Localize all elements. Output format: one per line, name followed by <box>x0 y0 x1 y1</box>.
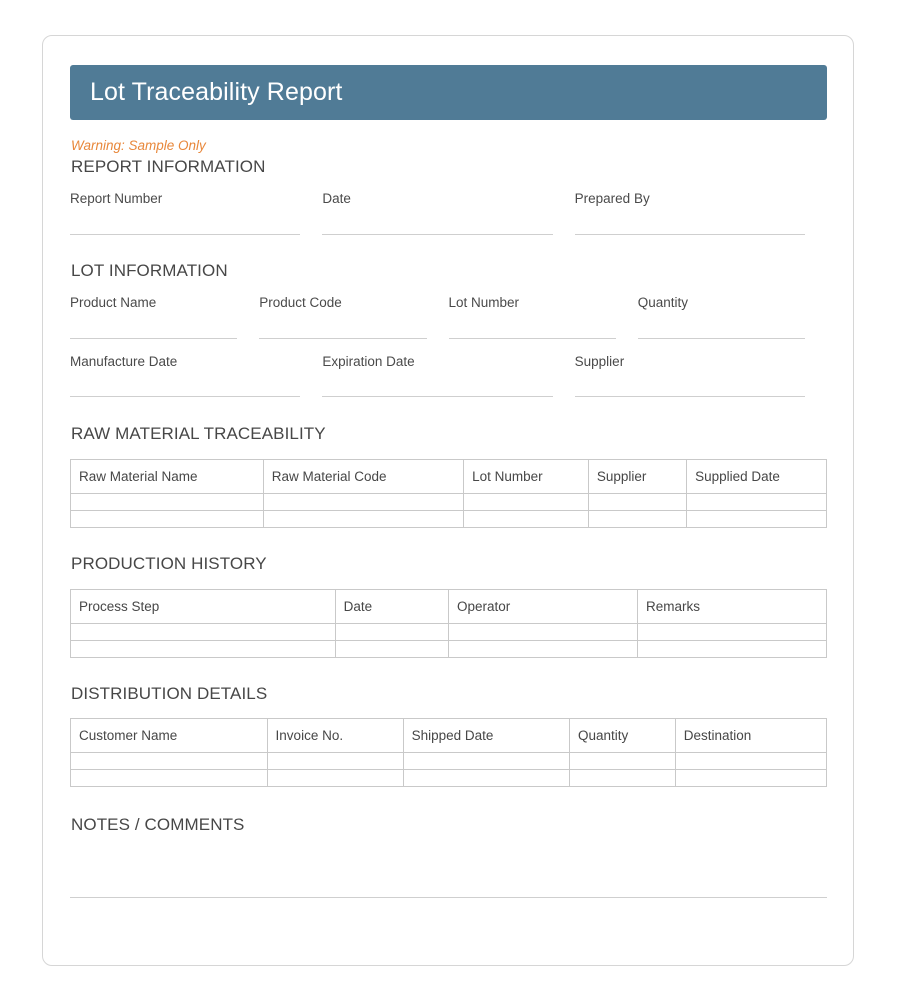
cell-supplier[interactable] <box>588 494 686 511</box>
column-header-invoice-no: Invoice No. <box>267 719 403 753</box>
report-card <box>42 35 854 966</box>
section-heading-report-information: REPORT INFORMATION <box>71 156 266 176</box>
cell-shipped-date[interactable] <box>403 753 569 770</box>
sample-warning-text: Warning: Sample Only <box>71 138 206 153</box>
field-label-prepared-by: Prepared By <box>574 191 650 207</box>
field-input-prepared-by[interactable] <box>575 234 805 235</box>
section-heading-raw-material-traceability: RAW MATERIAL TRACEABILITY <box>71 424 326 444</box>
cell-destination[interactable] <box>675 770 826 787</box>
column-header-date: Date <box>335 589 448 623</box>
cell-raw-material-name[interactable] <box>71 494 264 511</box>
cell-shipped-date[interactable] <box>403 770 569 787</box>
field-report-number[interactable] <box>70 192 322 235</box>
cell-supplier[interactable] <box>588 511 686 528</box>
table-row[interactable] <box>71 640 827 657</box>
section-heading-lot-information: LOT INFORMATION <box>71 260 228 280</box>
field-label-manufacture-date: Manufacture Date <box>70 353 178 369</box>
field-lot-number[interactable] <box>449 296 638 339</box>
field-quantity[interactable] <box>638 296 827 339</box>
field-input-product-name[interactable] <box>70 338 237 339</box>
report-card-inner <box>43 36 853 898</box>
cell-raw-material-name[interactable] <box>71 511 264 528</box>
field-label-product-name: Product Name <box>70 295 157 311</box>
field-date[interactable] <box>322 192 574 235</box>
field-input-report-number[interactable] <box>70 234 300 235</box>
cell-customer-name[interactable] <box>71 753 268 770</box>
table-header-row <box>71 460 827 494</box>
cell-raw-material-code[interactable] <box>263 511 463 528</box>
cell-raw-material-code[interactable] <box>263 494 463 511</box>
field-product-name[interactable] <box>70 296 259 339</box>
field-label-quantity: Quantity <box>637 295 689 311</box>
cell-supplied-date[interactable] <box>687 494 827 511</box>
cell-process-step[interactable] <box>71 623 336 640</box>
field-label-product-code: Product Code <box>259 295 342 311</box>
production-history-table <box>70 589 827 658</box>
column-header-process-step: Process Step <box>71 589 336 623</box>
field-input-quantity[interactable] <box>638 338 805 339</box>
field-input-lot-number[interactable] <box>449 338 616 339</box>
cell-lot-number[interactable] <box>464 511 589 528</box>
cell-process-step[interactable] <box>71 640 336 657</box>
field-label-supplier: Supplier <box>574 353 625 369</box>
table-row[interactable] <box>71 753 827 770</box>
lot-information-field-row-2 <box>70 355 827 398</box>
column-header-supplier: Supplier <box>588 460 686 494</box>
column-header-destination: Destination <box>675 719 826 753</box>
page-title: Lot Traceability Report <box>90 78 343 106</box>
section-heading-production-history: PRODUCTION HISTORY <box>71 554 267 574</box>
field-label-date: Date <box>322 191 351 207</box>
cell-quantity[interactable] <box>569 753 675 770</box>
cell-operator[interactable] <box>448 640 637 657</box>
lot-information-field-row-1 <box>70 296 827 339</box>
field-input-manufacture-date[interactable] <box>70 396 300 397</box>
table-header-row <box>71 719 827 753</box>
column-header-customer-name: Customer Name <box>71 719 268 753</box>
column-header-quantity: Quantity <box>569 719 675 753</box>
cell-invoice-no[interactable] <box>267 753 403 770</box>
field-input-supplier[interactable] <box>575 396 805 397</box>
field-label-expiration-date: Expiration Date <box>322 353 415 369</box>
field-prepared-by[interactable] <box>575 192 827 235</box>
cell-date[interactable] <box>335 640 448 657</box>
cell-lot-number[interactable] <box>464 494 589 511</box>
table-row[interactable] <box>71 623 827 640</box>
field-input-product-code[interactable] <box>259 338 426 339</box>
field-supplier[interactable] <box>575 355 827 398</box>
cell-remarks[interactable] <box>637 623 826 640</box>
table-header-row <box>71 589 827 623</box>
report-information-field-row <box>70 192 827 235</box>
column-header-shipped-date: Shipped Date <box>403 719 569 753</box>
cell-supplied-date[interactable] <box>687 511 827 528</box>
field-label-lot-number: Lot Number <box>448 295 520 311</box>
cell-operator[interactable] <box>448 623 637 640</box>
notes-comments-underline <box>70 897 827 898</box>
cell-destination[interactable] <box>675 753 826 770</box>
cell-invoice-no[interactable] <box>267 770 403 787</box>
distribution-details-table <box>70 718 827 787</box>
field-expiration-date[interactable] <box>322 355 574 398</box>
field-product-code[interactable] <box>259 296 448 339</box>
column-header-raw-material-code: Raw Material Code <box>263 460 463 494</box>
notes-comments-input[interactable] <box>70 835 827 897</box>
table-row[interactable] <box>71 494 827 511</box>
section-heading-notes-comments: NOTES / COMMENTS <box>71 815 245 835</box>
cell-quantity[interactable] <box>569 770 675 787</box>
raw-material-traceability-table <box>70 459 827 528</box>
field-input-date[interactable] <box>322 234 552 235</box>
cell-customer-name[interactable] <box>71 770 268 787</box>
column-header-raw-material-name: Raw Material Name <box>71 460 264 494</box>
column-header-remarks: Remarks <box>637 589 826 623</box>
cell-date[interactable] <box>335 623 448 640</box>
table-row[interactable] <box>71 511 827 528</box>
field-label-report-number: Report Number <box>70 191 163 207</box>
column-header-lot-number: Lot Number <box>464 460 589 494</box>
field-input-expiration-date[interactable] <box>322 396 552 397</box>
field-manufacture-date[interactable] <box>70 355 322 398</box>
column-header-supplied-date: Supplied Date <box>687 460 827 494</box>
section-heading-distribution-details: DISTRIBUTION DETAILS <box>71 683 268 703</box>
table-row[interactable] <box>71 770 827 787</box>
cell-remarks[interactable] <box>637 640 826 657</box>
report-title-banner <box>70 65 827 120</box>
column-header-operator: Operator <box>448 589 637 623</box>
